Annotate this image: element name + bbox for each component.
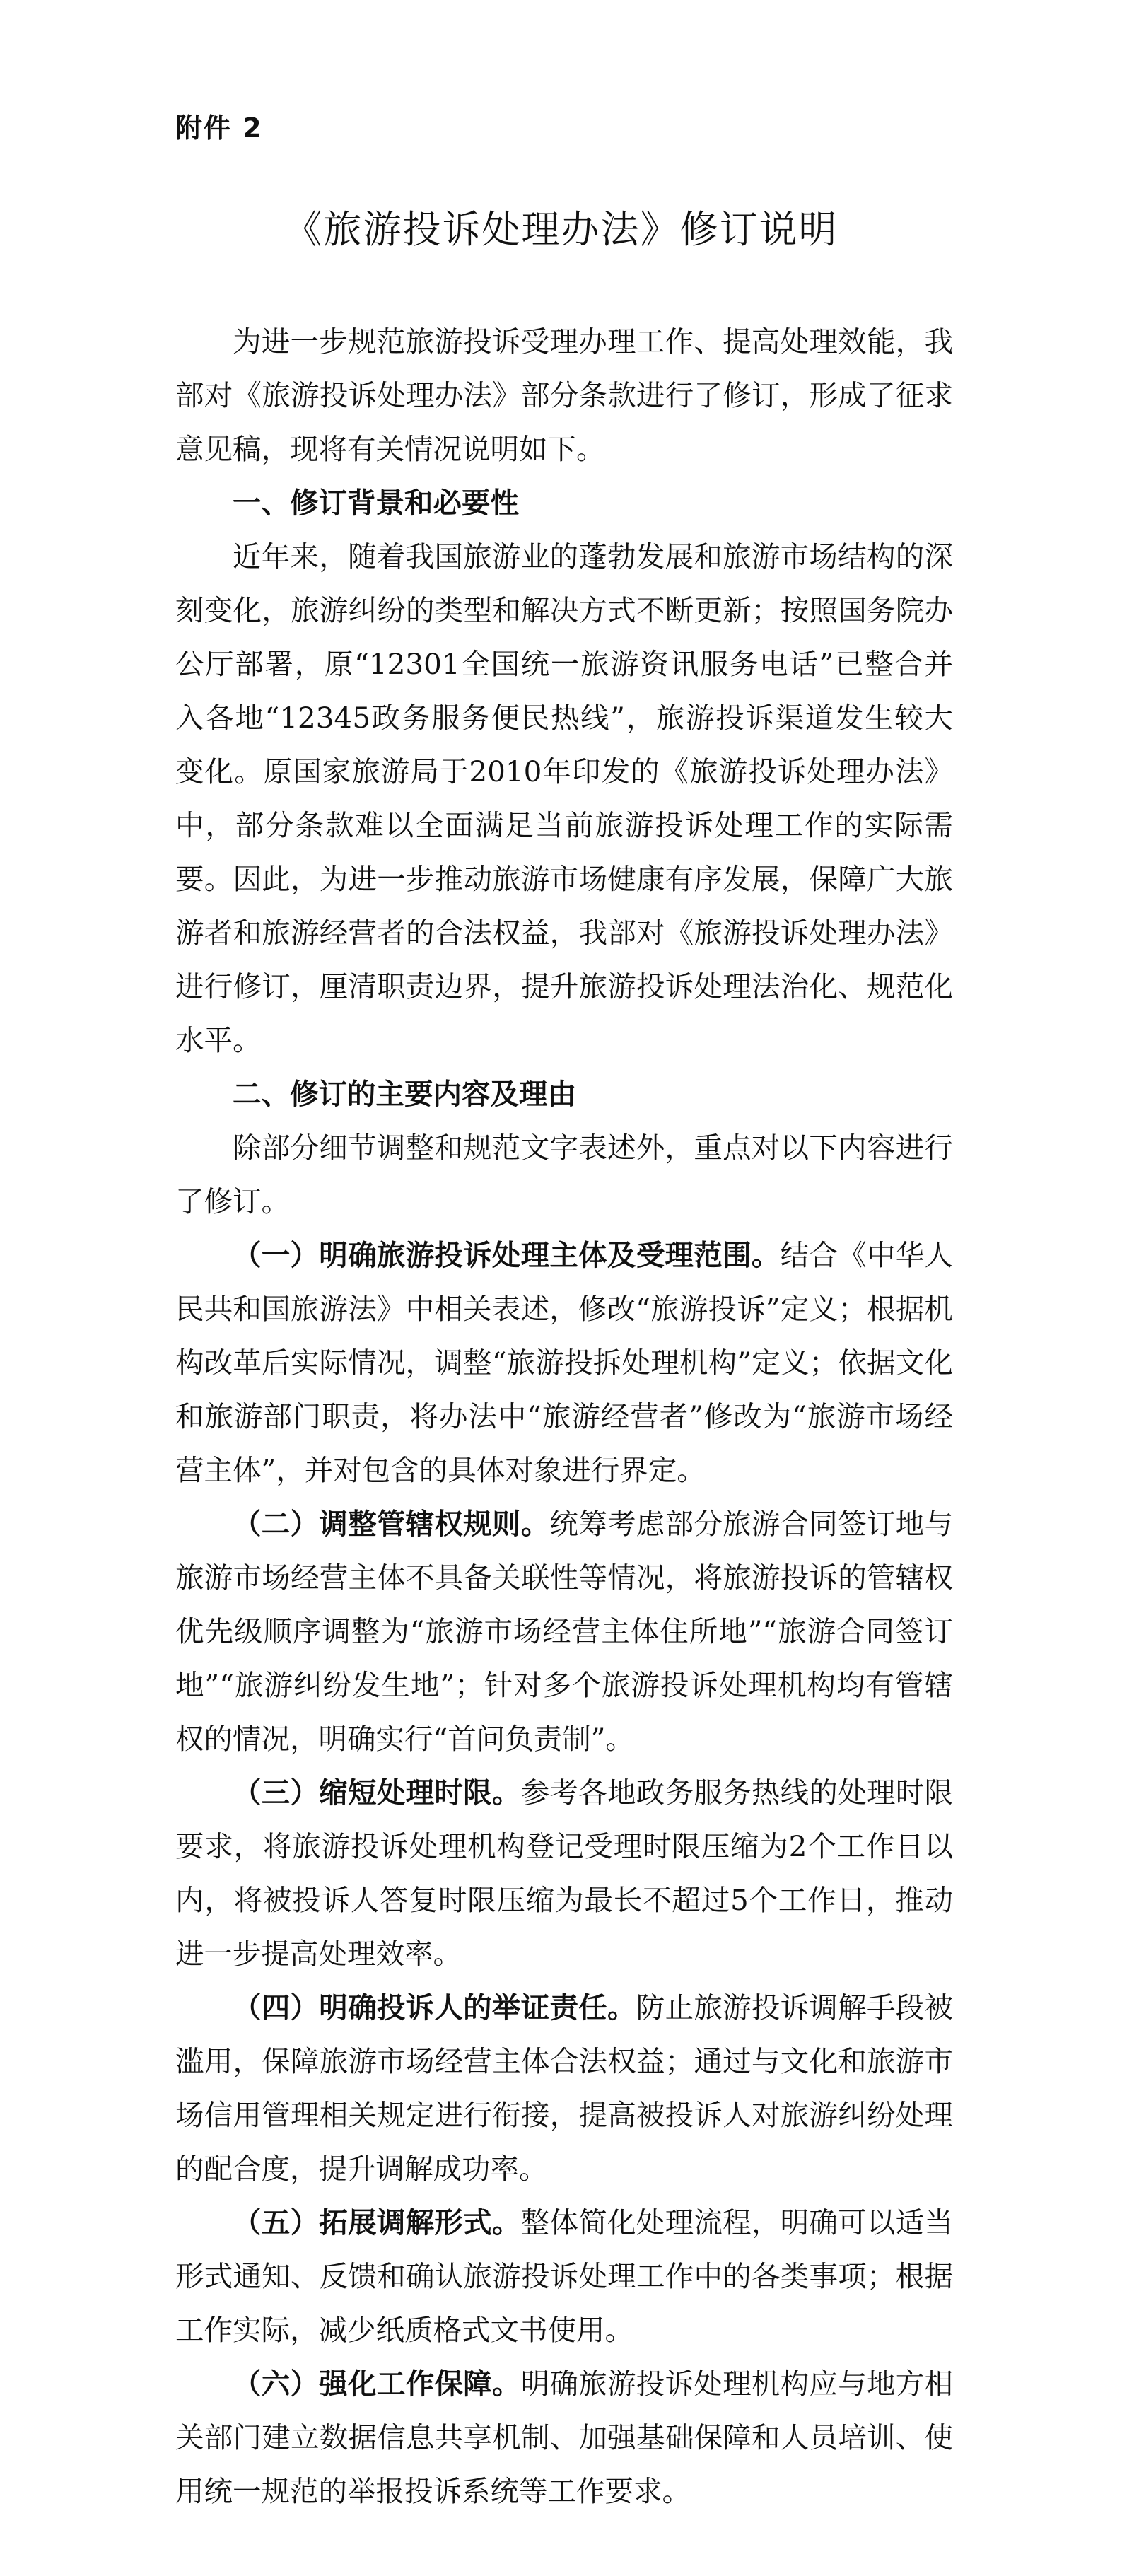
item-paragraph-1 [175, 1228, 953, 1497]
item-paragraph-5 [175, 2196, 953, 2357]
contents-intro-paragraph: 除部分细节调整和规范文字表述外，重点对以下内容进行了修订。 [175, 1131, 953, 1218]
item-paragraph-2 [175, 1497, 953, 1766]
item-text: 整体简化处理流程，明确可以适当形式通知、反馈和确认旅游投诉处理工作中的各类事项；根据工作实际，减少纸质格式文书使用。 [175, 2205, 954, 2347]
attachment-label: 附件 2 [175, 112, 263, 144]
item-text: 统筹考虑部分旅游合同签订地与旅游市场经营主体不具备关联性等情况，将旅游投诉的管辖权优先级顺序调整为“旅游市场经营主体住所地”“旅游合同签订地”“旅游纠纷发生地”；针对多个旅游投诉处理机构均有管辖权的情况，明确实行“首问负责制”。 [175, 1507, 954, 1756]
item-text: 明确旅游投诉处理机构应与地方相关部门建立数据信息共享机制、加强基础保障和人员培训、使用统一规范的举报投诉系统等工作要求。 [175, 2367, 954, 2508]
item-text: 参考各地政务服务热线的处理时限要求，将旅游投诉处理机构登记受理时限压缩为2个工作日以内，将被投诉人答复时限压缩为最长不超过5个工作日，推动进一步提高处理效率。 [175, 1776, 954, 1971]
item-text: 防止旅游投诉调解手段被滥用，保障旅游市场经营主体合法权益；通过与文化和旅游市场信用管理相关规定进行衔接，提高被投诉人对旅游纠纷处理的配合度，提升调解成功率。 [175, 1991, 954, 2186]
document-title: 《旅游投诉处理办法》修订说明 [284, 207, 838, 252]
item-paragraph-3 [175, 1766, 953, 1981]
item-lead: （六）强化工作保障。 [233, 2367, 521, 2401]
item-paragraph-6 [175, 2357, 953, 2518]
item-lead: （三）缩短处理时限。 [233, 1776, 521, 1809]
item-lead: （四）明确投诉人的举证责任。 [233, 1991, 636, 2024]
section-heading-contents: 二、修订的主要内容及理由 [233, 1077, 576, 1111]
section-heading-background: 一、修订背景和必要性 [233, 486, 519, 520]
background-paragraph: 近年来，随着我国旅游业的蓬勃发展和旅游市场结构的深刻变化，旅游纠纷的类型和解决方式不断更新；按照国务院办公厅部署，原“12301全国统一旅游资讯服务电话”已整合并入各地“12345政务服务便民热线”，旅游投诉渠道发生较大变化。原国家旅游局于2010年印发的《旅游投诉处理办法》中，部分条款难以全面满足当前旅游投诉处理工作的实际需要。因此，为进一步推动旅游市场健康有序发展，保障广大旅游者和旅游经营者的合法权益，我部对《旅游投诉处理办法》进行修订，厘清职责边界，提升旅游投诉处理法治化、规范化水平。 [175, 540, 953, 1057]
intro-paragraph: 为进一步规范旅游投诉受理办理工作、提高处理效能，我部对《旅游投诉处理办法》部分条款进行了修订，形成了征求意见稿，现将有关情况说明如下。 [175, 325, 953, 466]
item-lead: （二）调整管辖权规则。 [233, 1507, 550, 1541]
item-text: 结合《中华人民共和国旅游法》中相关表述，修改“旅游投诉”定义；根据机构改革后实际情况，调整“旅游投拆处理机构”定义；依据文化和旅游部门职责，将办法中“旅游经营者”修改为“旅游市场经营主体”，并对包含的具体对象进行界定。 [175, 1238, 954, 1487]
item-lead: （一）明确旅游投诉处理主体及受理范围。 [233, 1238, 781, 1272]
item-lead: （五）拓展调解形式。 [233, 2205, 521, 2239]
document-body [175, 315, 953, 2518]
item-paragraph-4 [175, 1981, 953, 2196]
